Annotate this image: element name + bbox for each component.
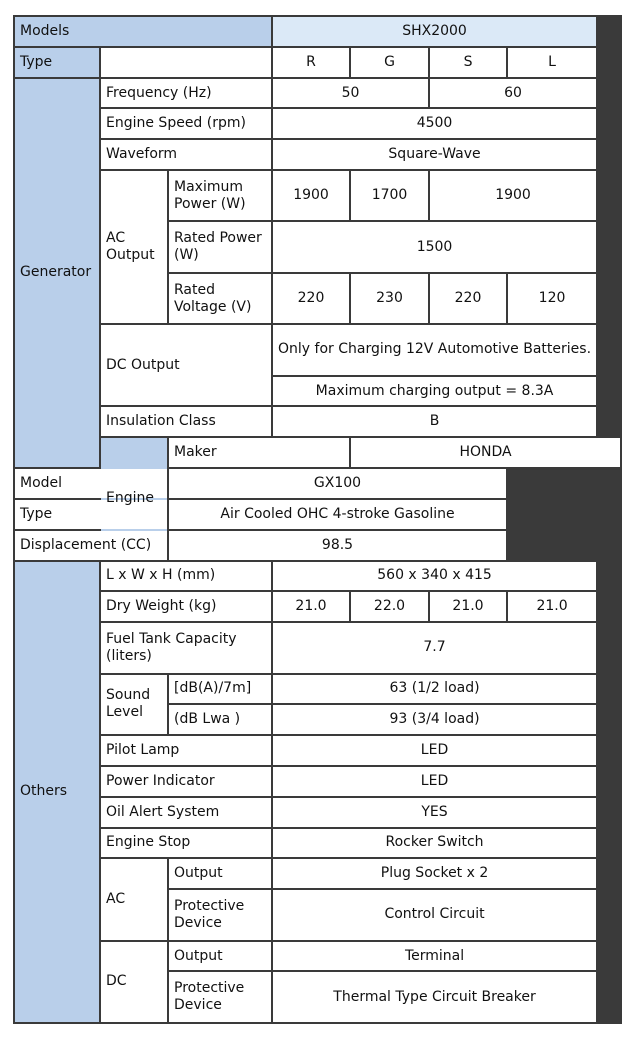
pilot-lamp-row xyxy=(15,736,620,765)
insulation-value: B xyxy=(273,407,596,436)
dry-weight-s: 21.0 xyxy=(430,592,506,621)
engine-speed-row xyxy=(15,109,620,138)
engine-model-value: GX100 xyxy=(169,469,506,498)
dc-label: DC xyxy=(101,942,167,1022)
rated-power-value: 1500 xyxy=(273,222,596,271)
insulation-row xyxy=(15,407,620,436)
engine-model-label: Model xyxy=(15,469,167,498)
sound-row2-label: (dB Lwa ) xyxy=(169,705,271,734)
dimensions-row xyxy=(15,562,620,591)
dc-output-value1: Only for Charging 12V Automotive Batteries. xyxy=(273,325,596,374)
rated-voltage-label: Rated Voltage (V) xyxy=(169,274,271,323)
max-power-r: 1900 xyxy=(273,171,349,220)
engine-stop-row xyxy=(15,829,620,858)
type-l: L xyxy=(508,48,596,77)
max-power-row xyxy=(15,171,620,220)
ac-output-label: AC Output xyxy=(101,171,167,323)
dc-output-row xyxy=(15,325,620,374)
dc-output-row-2 xyxy=(15,942,620,971)
engine-type-label: Type xyxy=(15,500,167,529)
engine-stop-label: Engine Stop xyxy=(101,829,271,858)
type-label: Type xyxy=(15,48,99,77)
engine-category: Engine xyxy=(101,438,167,559)
waveform-value: Square-Wave xyxy=(273,140,596,169)
oil-alert-row xyxy=(15,798,620,827)
dimensions-value: 560 x 340 x 415 xyxy=(273,562,596,591)
dc-output-label: DC Output xyxy=(101,325,271,405)
ac-output-label-2: Output xyxy=(169,859,271,888)
ac-output-value: Plug Socket x 2 xyxy=(273,859,596,888)
sound-row-1 xyxy=(15,675,620,704)
engine-type-value: Air Cooled OHC 4-stroke Gasoline xyxy=(169,500,506,529)
ac-output-row xyxy=(15,859,620,888)
rated-power-label: Rated Power (W) xyxy=(169,222,271,271)
frequency-label: Frequency (Hz) xyxy=(101,79,271,108)
oil-alert-label: Oil Alert System xyxy=(101,798,271,827)
insulation-label: Insulation Class xyxy=(101,407,271,436)
power-indicator-value: LED xyxy=(273,767,596,796)
dimensions-label: L x W x H (mm) xyxy=(101,562,271,591)
type-row xyxy=(15,48,620,77)
model-name: SHX2000 xyxy=(273,17,596,46)
ac-protective-value: Control Circuit xyxy=(273,890,596,939)
rated-voltage-r: 220 xyxy=(273,274,349,323)
max-power-sl: 1900 xyxy=(430,171,596,220)
type-r: R xyxy=(273,48,349,77)
type-g: G xyxy=(351,48,428,77)
maker-row xyxy=(15,438,620,467)
frequency-50: 50 xyxy=(273,79,428,108)
models-row xyxy=(15,17,620,46)
models-label: Models xyxy=(15,17,271,46)
generator-category: Generator xyxy=(15,79,99,467)
pilot-lamp-label: Pilot Lamp xyxy=(101,736,271,765)
dc-output-value2: Maximum charging output = 8.3A xyxy=(273,377,596,406)
dc-protective-value: Thermal Type Circuit Breaker xyxy=(273,972,596,1022)
engine-speed-value: 4500 xyxy=(273,109,596,138)
displacement-row xyxy=(15,531,620,560)
fuel-tank-row xyxy=(15,623,620,672)
rated-voltage-l: 120 xyxy=(508,274,596,323)
dry-weight-label: Dry Weight (kg) xyxy=(101,592,271,621)
pilot-lamp-value: LED xyxy=(273,736,596,765)
dry-weight-row xyxy=(15,592,620,621)
frequency-row xyxy=(15,79,620,108)
type-s: S xyxy=(430,48,506,77)
max-power-g: 1700 xyxy=(351,171,428,220)
power-indicator-label: Power Indicator xyxy=(101,767,271,796)
maker-label: Maker xyxy=(169,438,349,467)
spec-table xyxy=(13,15,622,1024)
engine-speed-label: Engine Speed (rpm) xyxy=(101,109,271,138)
engine-stop-value: Rocker Switch xyxy=(273,829,596,858)
fuel-tank-label: Fuel Tank Capacity (liters) xyxy=(101,623,271,672)
waveform-row xyxy=(15,140,620,169)
fuel-tank-value: 7.7 xyxy=(273,623,596,672)
dc-output-value: Terminal xyxy=(273,942,596,971)
waveform-label: Waveform xyxy=(101,140,271,169)
max-power-label: Maximum Power (W) xyxy=(169,171,271,220)
power-indicator-row xyxy=(15,767,620,796)
displacement-label: Displacement (CC) xyxy=(15,531,167,560)
frequency-60: 60 xyxy=(430,79,596,108)
displacement-value: 98.5 xyxy=(169,531,506,560)
dry-weight-r: 21.0 xyxy=(273,592,349,621)
dc-output-label-2: Output xyxy=(169,942,271,971)
maker-value: HONDA xyxy=(351,438,620,467)
rated-voltage-g: 230 xyxy=(351,274,428,323)
sound-level-label: Sound Level xyxy=(101,675,167,735)
sound-row2-value: 93 (3/4 load) xyxy=(273,705,596,734)
dry-weight-l: 21.0 xyxy=(508,592,596,621)
ac-label: AC xyxy=(101,859,167,939)
sound-row1-value: 63 (1/2 load) xyxy=(273,675,596,704)
rated-voltage-s: 220 xyxy=(430,274,506,323)
ac-protective-label: Protective Device xyxy=(169,890,271,939)
type-blank xyxy=(101,48,271,77)
dry-weight-g: 22.0 xyxy=(351,592,428,621)
dc-protective-label: Protective Device xyxy=(169,972,271,1022)
sound-row1-label: [dB(A)/7m] xyxy=(169,675,271,704)
others-category: Others xyxy=(15,562,99,1023)
oil-alert-value: YES xyxy=(273,798,596,827)
